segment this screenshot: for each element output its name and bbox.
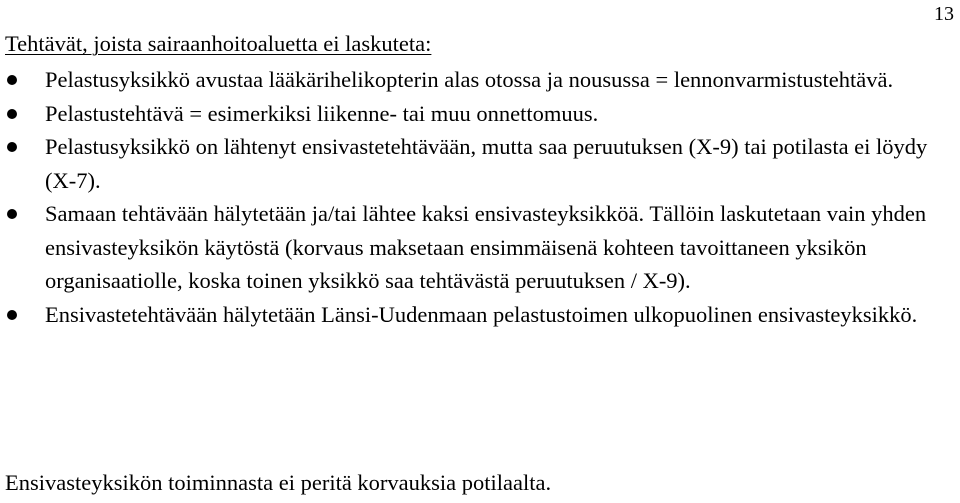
list-item — [0, 197, 960, 298]
bullet-icon — [7, 310, 17, 320]
bullet-icon — [7, 142, 17, 152]
list-item-text: Samaan tehtävään hälytetään ja/tai lähtee kaksi ensivasteyksikköä. Tällöin laskutetaan vain yhden ensivasteyksikön käytöstä (korvaus maksetaan ensimmäisenä kohteen tavoittaneen yksikön organisaatiolle, koska toinen yksikkö saa tehtävästä peruutuksen / X-9). — [45, 201, 927, 293]
list-item — [0, 63, 960, 97]
bullet-icon — [7, 75, 17, 85]
page-number: 13 — [934, 3, 954, 25]
list-item-text: Pelastusyksikkö avustaa lääkärihelikopterin alas otossa ja nousussa = lennonvarmistustehtävä. — [45, 67, 894, 92]
bullet-list — [0, 63, 960, 331]
bullet-icon — [7, 209, 17, 219]
bullet-icon — [7, 109, 17, 119]
list-item-text: Ensivastetehtävään hälytetään Länsi-Uudenmaan pelastustoimen ulkopuolinen ensivasteyksikkö. — [45, 301, 918, 327]
list-item-text: Pelastusyksikkö on lähtenyt ensivastetehtävään, mutta saa peruutuksen (X-9) tai potilasta ei löydy (X-7). — [45, 134, 928, 193]
list-item — [0, 298, 960, 332]
list-item-text: Pelastustehtävä = esimerkiksi liikenne- tai muu onnettomuus. — [45, 100, 599, 126]
section-heading: Tehtävät, joista sairaanhoitoaluetta ei laskuteta: — [5, 31, 432, 56]
footer-note: Ensivasteyksikön toiminnasta ei peritä korvauksia potilaalta. — [5, 470, 552, 495]
list-item — [0, 97, 960, 131]
list-item — [0, 130, 960, 197]
